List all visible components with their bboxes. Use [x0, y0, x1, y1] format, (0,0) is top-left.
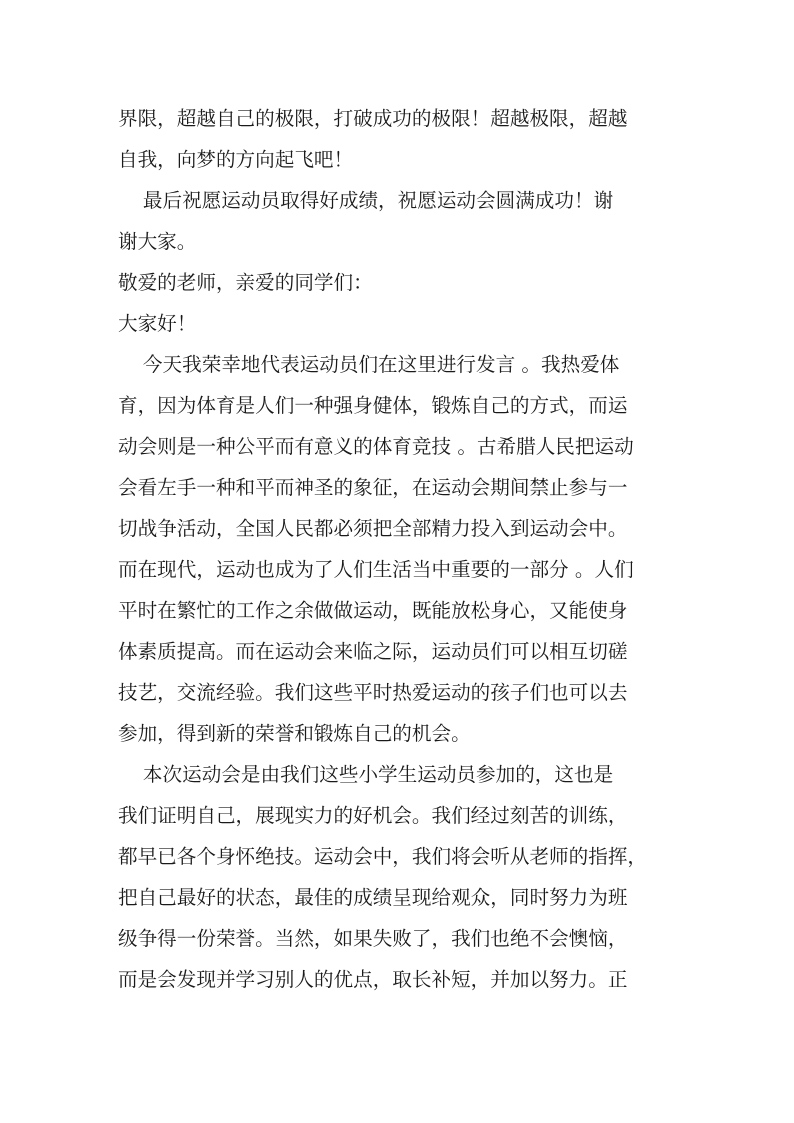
- text-line: 界限，超越自己的极限，打破成功的极限！超越极限，超越: [118, 107, 628, 130]
- text-line: 最后祝愿运动员取得好成绩，祝愿运动会圆满成功！谢: [118, 189, 614, 212]
- text-line: 育，因为体育是人们一种强身健体，锻炼自己的方式，而运: [118, 394, 628, 417]
- text-line: 会看左手一种和平而神圣的象征，在运动会期间禁止参与一: [118, 476, 628, 499]
- greeting-line: 大家好！: [118, 312, 197, 335]
- speech-text-body: [118, 98, 678, 1000]
- text-line: 平时在繁忙的工作之余做做运动，既能放松身心，又能使身: [118, 599, 628, 622]
- text-line: 级争得一份荣誉。当然，如果失败了，我们也绝不会懊恼，: [118, 927, 628, 950]
- text-line: 都早已各个身怀绝技。运动会中，我们将会听从老师的指挥，: [118, 845, 648, 868]
- text-line: 体素质提高。而在运动会来临之际，运动员们可以相互切磋: [118, 640, 628, 663]
- text-line: 把自己最好的状态，最佳的成绩呈现给观众，同时努力为班: [118, 886, 628, 909]
- text-line: 而是会发现并学习别人的优点，取长补短，并加以努力。正: [118, 968, 628, 991]
- text-line: 今天我荣幸地代表运动员们在这里进行发言 。我热爱体: [118, 353, 620, 376]
- text-line: 我们证明自己，展现实力的好机会。我们经过刻苦的训练，: [118, 804, 628, 827]
- text-line: 自我，向梦的方向起飞吧！: [118, 148, 354, 171]
- text-line: 技艺，交流经验。我们这些平时热爱运动的孩子们也可以去: [118, 681, 628, 704]
- text-line: 参加，得到新的荣誉和锻炼自己的机会。: [118, 722, 471, 745]
- text-line: 本次运动会是由我们这些小学生运动员参加的，这也是: [118, 763, 614, 786]
- salutation-line: 敬爱的老师，亲爱的同学们：: [118, 271, 373, 294]
- text-line: 谢大家。: [118, 230, 197, 253]
- text-line: 切战争活动，全国人民都必须把全部精力投入到运动会中。: [118, 517, 628, 540]
- text-line: 而在现代，运动也成为了人们生活当中重要的一部分 。人们: [118, 558, 634, 581]
- text-line: 动会则是一种公平而有意义的体育竞技 。古希腊人民把运动: [118, 435, 634, 458]
